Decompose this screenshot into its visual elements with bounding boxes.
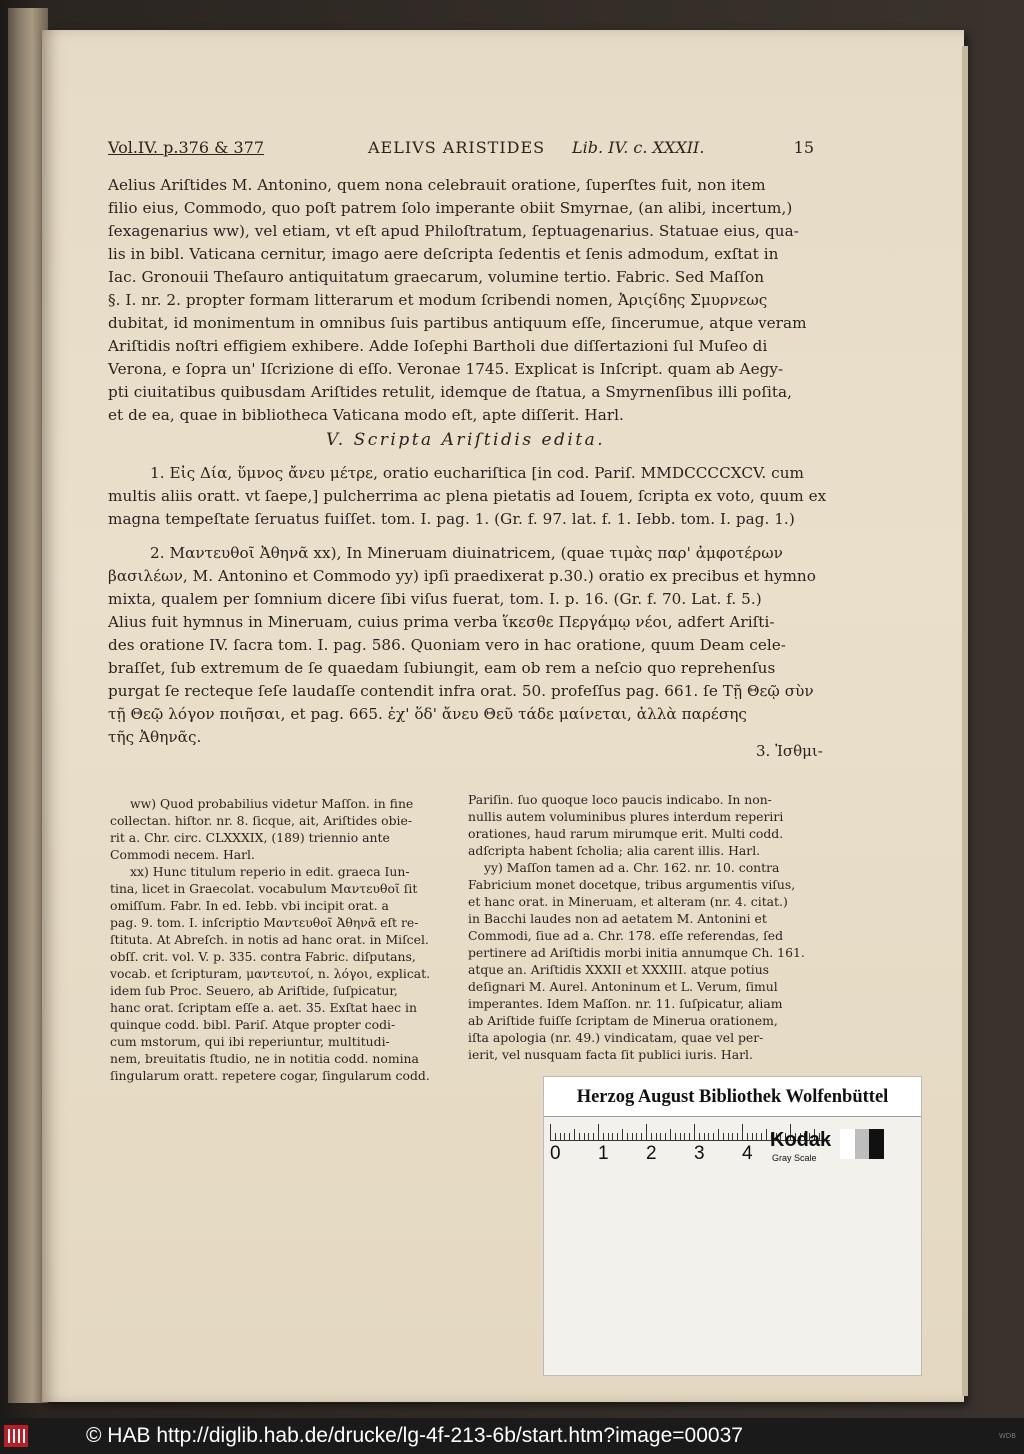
footnote-line: orationes, haud rarum mirumque erit. Multi codd.	[468, 826, 784, 841]
library-color-bar	[543, 1076, 922, 1376]
ruler-tick	[689, 1133, 690, 1140]
text-line: 2. Μαντευθοῖ Ἀθηνᾶ xx), In Mineruam diuinatricem, (quae τιμὰς παρ' ἀμφοτέρων	[150, 544, 783, 562]
footnote-line: deſignari M. Aurel. Antoninum et L. Verum, ſimul	[468, 979, 778, 994]
footer-bar	[0, 1418, 1024, 1454]
footnote-line: Pariſin. ſuo quoque loco paucis indicabo. In non-	[468, 792, 772, 807]
text-line: Verona, e ſopra un' Iſcrizione di eſſo. Veronae 1745. Explicat is Inſcript. quam ab Aegy-	[108, 360, 784, 378]
footnote-line: iſta apologia (nr. 49.) vindicatam, quae vel per-	[468, 1030, 764, 1045]
ruler-number: 2	[646, 1143, 657, 1164]
ruler-tick	[564, 1133, 565, 1140]
volume-reference: Vol.IV. p.376 & 377	[108, 138, 264, 157]
footnote-line: ſingularum oratt. repetere cogar, ſingularum codd.	[110, 1068, 430, 1083]
ruler-numbers	[544, 1143, 764, 1167]
footnote-line: pag. 9. tom. I. inſcriptio Μαντευθοῖ Ἀθηνᾶ eſt re-	[110, 915, 419, 930]
footnote-line: Commodi necem. Harl.	[110, 847, 255, 862]
footnote-line: yy) Maſſon tamen ad a. Chr. 162. nr. 10. contra	[484, 860, 780, 875]
ruler-tick	[713, 1133, 714, 1140]
footnote-line: adſcripta habent ſcholia; alia carent illis. Harl.	[468, 843, 761, 858]
ruler-number: 3	[694, 1143, 705, 1164]
text-line: multis aliis oratt. vt ſaepe,] pulcherrima ac plena pietatis ad Iouem, ſcripta ex voto, quum ex	[108, 487, 827, 505]
ruler-tick	[555, 1133, 556, 1140]
kodak-logo: Kodak	[770, 1129, 832, 1151]
text-line: Ariſtidis noſtri effigiem exhibere. Adde Ioſephi Bartholi due diſſertazioni ſul Muſeo di	[108, 337, 768, 355]
footnote-line: idem ſub Proc. Seuero, ab Ariſtide, ſuſpicatur,	[110, 983, 398, 998]
footnote-line: imperantes. Idem Maſſon. nr. 11. ſuſpicatur, aliam	[468, 996, 783, 1011]
ruler-tick	[603, 1133, 604, 1140]
ruler-tick	[627, 1133, 628, 1140]
ruler-tick	[622, 1129, 623, 1140]
footnote-line: hanc orat. ſcriptam eſſe a. aet. 35. Exſtat haec in	[110, 1000, 417, 1015]
footnote-line: in Bacchi laudes non ad aetatem M. Antonini et	[468, 911, 767, 926]
ruler-tick	[728, 1133, 729, 1140]
book-reference: Lib. IV. c. XXXII.	[572, 138, 705, 157]
text-line: magna tempeſtate ſeruatus fuiſſet. tom. I. pag. 1. (Gr. f. 97. lat. f. 1. Iebb. tom. I. pag. 1.)	[108, 510, 795, 528]
hab-logo-icon	[4, 1425, 28, 1447]
ruler-tick	[766, 1129, 767, 1140]
section-heading: V. Scripta Ariſtidis edita.	[326, 430, 606, 450]
ruler-tick	[579, 1133, 580, 1140]
footnote-line: omiſſum. Fabr. In ed. Iebb. vbi incipit orat. a	[110, 898, 389, 913]
ruler-tick	[608, 1133, 609, 1140]
text-line: braſſet, ſub extremum de ſe quaedam ſubiungit, eam ob rem a neſcio quo reprehenſus	[108, 659, 776, 677]
copyright-link[interactable]: © HAB http://diglib.hab.de/drucke/lg-4f-213-6b/start.htm?image=00037	[86, 1424, 743, 1447]
footnote-line: nullis autem voluminibus plures interdum reperiri	[468, 809, 784, 824]
ruler-tick	[747, 1133, 748, 1140]
text-line: et de ea, quae in bibliotheca Vaticana modo eſt, apte diſſerit. Harl.	[108, 406, 624, 424]
catchword: 3. Ἰσθμι-	[756, 742, 823, 760]
ruler-tick	[737, 1133, 738, 1140]
ruler-tick	[598, 1124, 599, 1140]
ruler-tick	[732, 1133, 733, 1140]
ruler-tick	[636, 1133, 637, 1140]
ruler-tick	[646, 1124, 647, 1140]
footnote-line: xx) Hunc titulum reperio in edit. graeca Iun-	[130, 864, 410, 879]
ruler-tick	[560, 1133, 561, 1140]
ruler-tick	[680, 1133, 681, 1140]
text-line: dubitat, id monimentum in omnibus ſuis partibus antiquum eſſe, ſincerumue, atque veram	[108, 314, 807, 332]
text-line: §. I. nr. 2. propter formam litterarum et modum ſcribendi nomen, Ἀριςίδης Σμυρνεως	[108, 291, 768, 309]
ruler-tick	[588, 1133, 589, 1140]
ruler-tick	[675, 1133, 676, 1140]
ruler-tick	[670, 1129, 671, 1140]
ruler-tick	[632, 1133, 633, 1140]
gray-scale-swatches	[840, 1129, 884, 1159]
ruler-number: 4	[742, 1143, 753, 1164]
text-line: τῇ Θεῷ λόγον ποιῆσαι, et pag. 665. ἐχ' ὅδ' ἄνευ Θεῦ τάδε μαίνεται, ἀλλὰ παρέσης	[108, 705, 747, 723]
ruler-tick	[708, 1133, 709, 1140]
text-line: βασιλέων, M. Antonino et Commodo yy) ipſi praedixerat p.30.) oratio ex precibus et hymno	[108, 567, 816, 585]
library-name: Herzog August Bibliothek Wolfenbüttel	[544, 1077, 921, 1117]
ruler-tick	[742, 1124, 743, 1140]
footnote-line: vocab. et ſcripturam, μαντευτοί, n. λόγοι, explicat.	[110, 966, 431, 981]
footnote-line: ſtituta. At Abreſch. in notis ad hanc orat. in Miſcel.	[110, 932, 429, 947]
ruler-tick	[723, 1133, 724, 1140]
footnote-line: collectan. hiſtor. nr. 8. ſicque, ait, Ariſtides obie-	[110, 813, 413, 828]
footnote-line: ww) Quod probabilius videtur Maſſon. in fine	[130, 796, 414, 811]
page-number: 15	[793, 138, 814, 157]
footnote-line: tina, licet in Graecolat. vocabulum Μαντευθοῖ ſit	[110, 881, 418, 896]
ruler-tick	[756, 1133, 757, 1140]
text-line: purgat ſe recteque ſeſe laudaſſe contendit infra orat. 50. profeſſus pag. 661. ſe Τῇ Θεῷ σὺν	[108, 682, 814, 700]
text-line: des oratione IV. ſacra tom. I. pag. 586. Quoniam vero in hac oratione, quum Deam cele-	[108, 636, 786, 654]
text-line: ſexagenarius ww), vel etiam, vt eſt apud Philoſtratum, ſeptuagenarius. Statuae eius, qua-	[108, 222, 799, 240]
text-line: pti ciuitatibus quibusdam Ariſtides retulit, idemque de ſtatua, a Smyrnenſibus illi poſita,	[108, 383, 793, 401]
footnote-line: cum mstorum, qui ibi reperiuntur, multitudi-	[110, 1034, 390, 1049]
footnote-line: obſſ. crit. vol. V. p. 335. contra Fabric. diſputans,	[110, 949, 416, 964]
text-line: Iac. Gronouii Theſauro antiquitatum graecarum, volumine tertio. Fabric. Sed Maſſon	[108, 268, 765, 286]
ruler-tick	[660, 1133, 661, 1140]
footnote-line: pertinere ad Ariſtidis morbi initia annumque Ch. 161.	[468, 945, 805, 960]
text-line: filio eius, Commodo, quo poſt patrem ſolo imperante obiit Smyrnae, (an alibi, incertum,)	[108, 199, 793, 217]
ruler-tick	[718, 1129, 719, 1140]
text-line: 1. Εἰς Δία, ὕμνος ἄνευ μέτρε, oratio euchariſtica [in cod. Pariſ. MMDCCCCXCV. cum	[150, 464, 804, 482]
ruler-tick	[761, 1133, 762, 1140]
footnote-line: quinque codd. bibl. Pariſ. Atque propter codi-	[110, 1017, 396, 1032]
text-line: mixta, qualem per ſomnium dicere ſibi viſus fuerat, tom. I. p. 16. (Gr. f. 70. Lat. f. 5.)	[108, 590, 762, 608]
footnote-line: ab Ariſtide fuiſſe ſcriptam de Mineruа orationem,	[468, 1013, 778, 1028]
ruler-tick	[593, 1133, 594, 1140]
running-header	[108, 138, 814, 164]
ruler-tick	[694, 1124, 695, 1140]
page-right-edge	[962, 46, 968, 1396]
text-line: τῆς Ἀθηνᾶς.	[108, 728, 202, 746]
ruler-tick	[651, 1133, 652, 1140]
ruler-tick	[641, 1133, 642, 1140]
ruler-tick	[574, 1129, 575, 1140]
ruler-tick	[584, 1133, 585, 1140]
ruler-number: 0	[550, 1143, 561, 1164]
footnote-line: Commodi, ſiue ad a. Chr. 178. eſſe referendas, ſed	[468, 928, 784, 943]
ruler-tick	[665, 1133, 666, 1140]
footnote-line: nem, breuitatis ſtudio, ne in notitia codd. nomina	[110, 1051, 419, 1066]
footnote-line: et hanc orat. in Mineruam, et alteram (nr. 4. citat.)	[468, 894, 788, 909]
ruler-tick	[617, 1133, 618, 1140]
text-line: Aelius Ariſtides M. Antonino, quem nona celebrauit oratione, ſuperſtes fuit, non item	[108, 176, 766, 194]
footnote-line: atque an. Ariſtidis XXXII et XXXIII. atque potius	[468, 962, 770, 977]
gray-scale-label: Gray Scale	[772, 1153, 817, 1163]
running-title: AELIVS ARISTIDES	[368, 138, 546, 157]
ruler-tick	[752, 1133, 753, 1140]
ruler-tick	[684, 1133, 685, 1140]
footnote-line: Fabricium monet docetque, tribus argumentis viſus,	[468, 877, 796, 892]
ruler-tick	[656, 1133, 657, 1140]
footer-mark: WDB	[998, 1432, 1016, 1440]
text-line: lis in bibl. Vaticana cernitur, imago aere deſcripta ſedentis et ſenis admodum, exſtat in	[108, 245, 779, 263]
ruler-tick	[550, 1124, 551, 1140]
footnote-line: rit a. Chr. circ. CLXXXIX, (189) triennio ante	[110, 830, 390, 845]
ruler-tick	[704, 1133, 705, 1140]
ruler-tick	[612, 1133, 613, 1140]
footnote-line: ierit, vel nusquam facta ſit publici iuris. Harl.	[468, 1047, 753, 1062]
ruler-tick	[699, 1133, 700, 1140]
ruler-number: 1	[598, 1143, 609, 1164]
text-line: Alius fuit hymnus in Mineruam, cuius prima verba ἵκεσθε Περγάμῳ νέοι, adfert Ariſti-	[108, 613, 775, 631]
ruler-tick	[569, 1133, 570, 1140]
